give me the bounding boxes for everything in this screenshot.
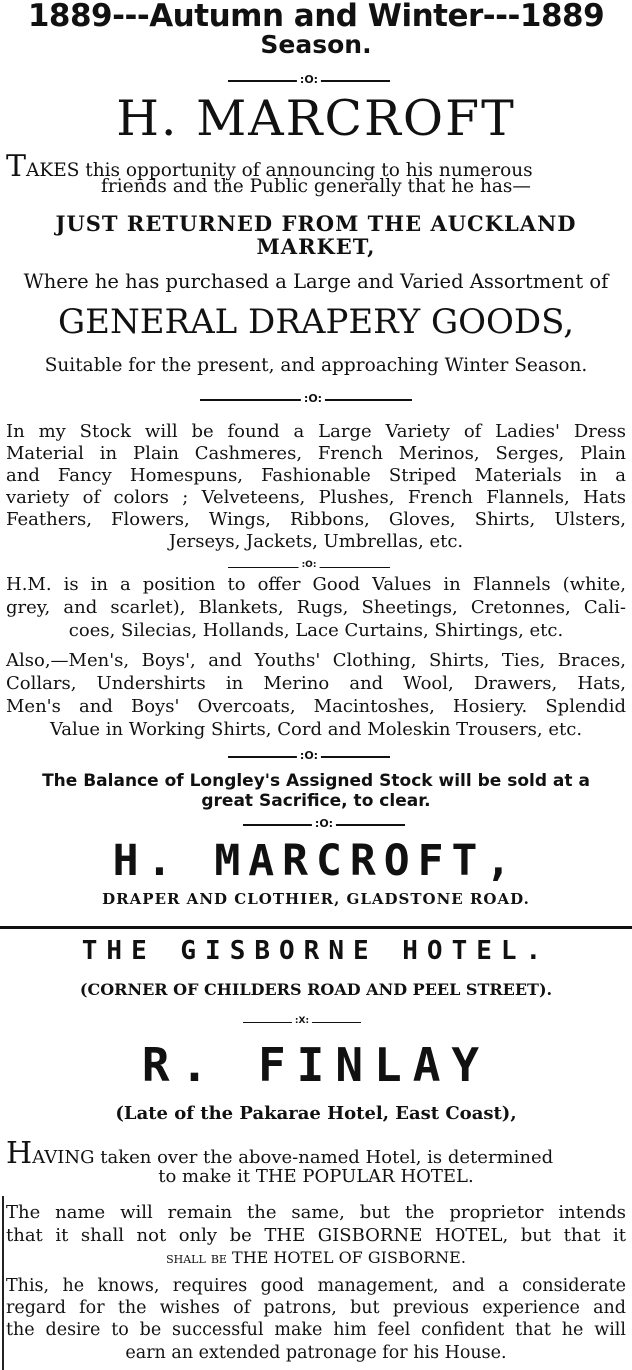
merchant-name-title: H. MARCROFT xyxy=(116,90,516,147)
having-line-2: to make it THE POPULAR HOTEL. xyxy=(158,1166,474,1187)
knows-line: regard for the wishes of patrons, but previous experience and xyxy=(6,1298,626,1318)
separator-mark: :O: xyxy=(299,560,320,570)
returned-line-1: JUST RETURNED FROM THE AUCKLAND xyxy=(55,211,577,236)
stock-line: variety of colors ; Velveteens, Plushes, French Flannels, Hats xyxy=(6,487,626,508)
also-line: Collars, Undershirts in Merino and Wool, Drawers, Hats, xyxy=(6,673,626,694)
late-of-line: (Late of the Pakarae Hotel, East Coast), xyxy=(115,1103,517,1124)
knows-line: earn an extended patronage for his House. xyxy=(125,1343,507,1363)
trade-line: DRAPER AND CLOTHIER, GLADSTONE ROAD. xyxy=(102,890,530,908)
hotel-title: THE GISBORNE HOTEL. xyxy=(81,936,551,966)
name-line: shall be THE HOTEL OF GISBORNE. xyxy=(166,1248,466,1267)
season-header: 1889---Autumn and Winter---1889 xyxy=(27,0,605,34)
returned-line-2: MARKET, xyxy=(256,234,376,259)
also-line: Men's and Boys' Overcoats, Macintoshes, Hosiery. Splendid xyxy=(6,696,626,717)
having-line-1: HAVING taken over the above-named Hotel, is determined xyxy=(6,1136,554,1171)
name-line: that it shall not only be THE GISBORNE HOTEL, but that it xyxy=(6,1225,626,1246)
signature-display: H. MARCROFT, xyxy=(112,836,520,886)
dropcap-letter: T xyxy=(6,149,27,184)
values-line: H.M. is in a position to offer Good Values in Flannels (white, xyxy=(6,574,626,595)
hotel-address: (CORNER OF CHILDERS ROAD AND PEEL STREET). xyxy=(79,980,553,999)
separator-mark: :O: xyxy=(312,817,336,830)
separator-mark: :O: xyxy=(297,73,321,86)
drapery-goods-headline: GENERAL DRAPERY GOODS, xyxy=(57,302,575,342)
stock-line: Jerseys, Jackets, Umbrellas, etc. xyxy=(168,531,464,552)
knows-line: This, he knows, requires good management, and a considerate xyxy=(6,1276,626,1296)
also-line: Also,—Men's, Boys', and Youths' Clothing, Shirts, Ties, Braces, xyxy=(6,650,626,671)
proprietor-name: R. FINLAY xyxy=(141,1038,491,1092)
suitable-line: Suitable for the present, and approaching Winter Season. xyxy=(44,355,588,376)
purchased-line: Where he has purchased a Large and Varied Assortment of xyxy=(23,270,609,293)
intro-line-2: friends and the Public generally that he has— xyxy=(101,176,531,197)
column-divider xyxy=(0,926,632,929)
stock-line: Feathers, Flowers, Wings, Ribbons, Gloves, Shirts, Ulsters, xyxy=(6,509,626,530)
intro-line-1: TAKES this opportunity of announcing to his numerous xyxy=(6,149,533,184)
values-line: coes, Silecias, Hollands, Lace Curtains, Shirtings, etc. xyxy=(68,620,564,641)
stock-line: and Fancy Homespuns, Fashionable Striped Materials in a xyxy=(6,465,626,486)
balance-line-1: The Balance of Longley's Assigned Stock will be sold at a xyxy=(42,771,590,791)
season-subheader: Season. xyxy=(260,30,372,59)
stock-line: Material in Plain Cashmeres, French Merinos, Serges, Plain xyxy=(6,443,626,464)
name-line: The name will remain the same, but the proprietor intends xyxy=(6,1202,626,1223)
separator-mark: :O: xyxy=(301,392,325,405)
separator-mark: :O: xyxy=(297,749,321,762)
also-line: Value in Working Shirts, Cord and Moleskin Trousers, etc. xyxy=(49,719,583,740)
knows-line: the desire to be successful make him feel confident that he will xyxy=(6,1320,626,1340)
balance-line-2: great Sacrifice, to clear. xyxy=(201,791,431,811)
values-line: grey, and scarlet), Blankets, Rugs, Sheetings, Cretonnes, Cali- xyxy=(6,597,626,618)
separator-mark: :X: xyxy=(292,1016,312,1026)
dropcap-letter: H xyxy=(6,1136,33,1171)
stock-line: In my Stock will be found a Large Variety of Ladies' Dress xyxy=(6,421,626,442)
